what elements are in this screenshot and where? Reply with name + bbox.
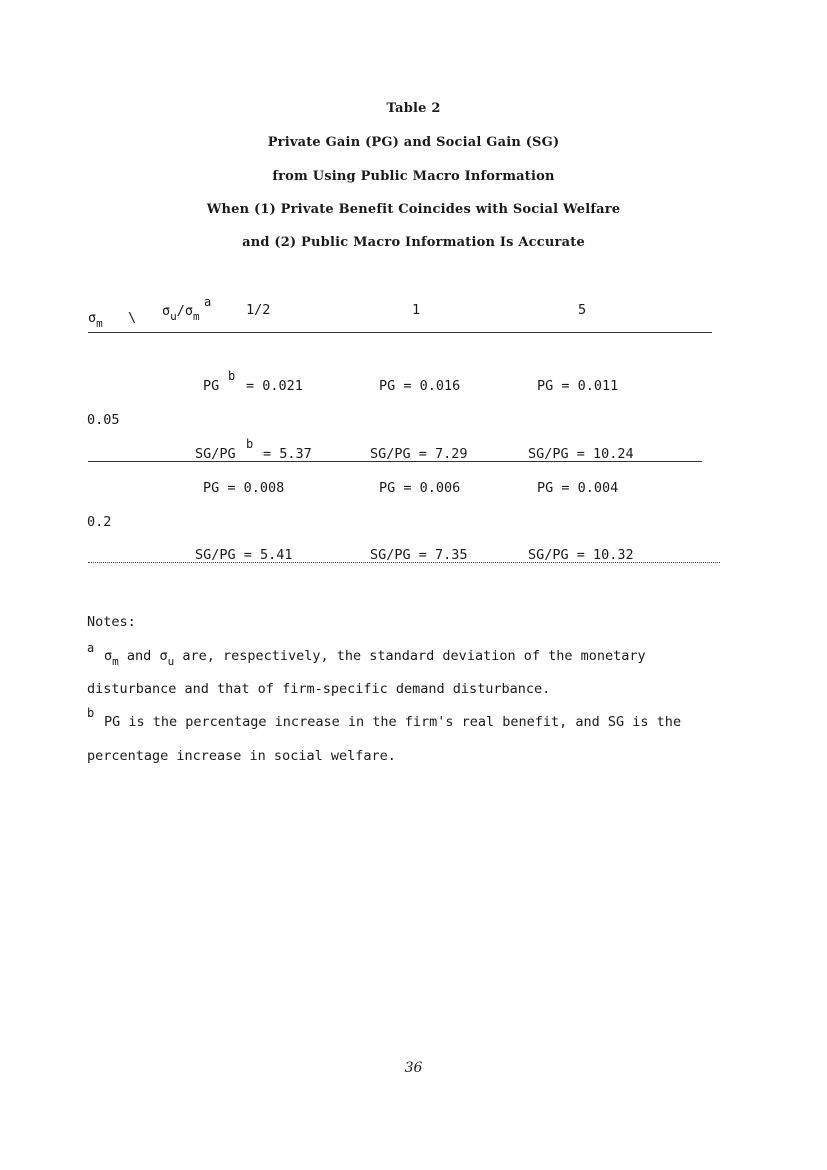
row1-rule xyxy=(88,461,702,462)
sigma-symbol: σ xyxy=(159,648,168,664)
row1-sg-col1-label: SG/PG xyxy=(195,446,236,462)
note-a-text: are, respectively, the standard deviation of the monetary xyxy=(182,648,646,664)
note-b-line-2: percentage increase in social welfare. xyxy=(87,748,396,764)
row2-sg-col1: SG/PG = 5.41 xyxy=(195,547,293,563)
sigma-symbol: σ xyxy=(88,310,97,326)
row1-sg-col1-value: = 5.37 xyxy=(263,446,312,462)
note-a-marker: a xyxy=(87,641,95,655)
row1-label: 0.05 xyxy=(87,412,120,428)
notes-heading: Notes: xyxy=(87,614,136,630)
column-header-one: 1 xyxy=(412,302,421,318)
table-number: Table 2 xyxy=(386,101,441,116)
row1-sg-col2: SG/PG = 7.29 xyxy=(370,446,468,462)
row1-pg-col2: PG = 0.016 xyxy=(379,378,461,394)
table-title-line-3: When (1) Private Benefit Coincides with Social Welfare xyxy=(206,202,621,217)
note-a-and: and xyxy=(126,648,152,664)
row1-sg-col3: SG/PG = 10.24 xyxy=(528,446,634,462)
sigma-symbol: σ xyxy=(104,648,113,664)
table-title-line-4: and (2) Public Macro Information Is Accurate xyxy=(242,235,585,250)
page-number: 36 xyxy=(404,1060,423,1076)
column-variable-subscript: u xyxy=(170,310,177,323)
column-variable-subscript-2: m xyxy=(193,310,200,323)
table-title-line-1: Private Gain (PG) and Social Gain (SG) xyxy=(267,135,560,150)
note-a-line-2: disturbance and that of firm-specific demand disturbance. xyxy=(87,681,551,697)
row-variable-label xyxy=(88,310,103,330)
note-a-subscript-2: u xyxy=(167,655,175,668)
note-a-line-1 xyxy=(104,648,646,668)
note-b-line-1: PG is the percentage increase in the firm's real benefit, and SG is the xyxy=(104,714,682,730)
footnote-marker-b: b xyxy=(246,437,254,451)
column-variable-slash: /σ xyxy=(176,303,194,319)
row2-pg-col3: PG = 0.004 xyxy=(537,480,619,496)
row2-sg-col2: SG/PG = 7.35 xyxy=(370,547,468,563)
column-header-half: 1/2 xyxy=(246,302,271,318)
footnote-marker-b: b xyxy=(228,369,236,383)
row2-pg-col2: PG = 0.006 xyxy=(379,480,461,496)
table-title-line-2: from Using Public Macro Information xyxy=(272,169,555,184)
note-b-marker: b xyxy=(87,706,95,720)
column-header-five: 5 xyxy=(578,302,587,318)
sigma-symbol: σ xyxy=(162,303,171,319)
footnote-marker-a: a xyxy=(204,295,212,309)
row2-sg-col3: SG/PG = 10.32 xyxy=(528,547,634,563)
column-variable-label xyxy=(162,303,200,323)
row-variable-subscript: m xyxy=(96,317,103,330)
row2-pg-col1: PG = 0.008 xyxy=(203,480,285,496)
row2-rule xyxy=(88,562,720,563)
header-rule xyxy=(88,332,712,333)
header-backslash: \ xyxy=(128,310,137,326)
note-a-subscript-1: m xyxy=(112,655,119,668)
row1-pg-col1-value: = 0.021 xyxy=(246,378,303,394)
row1-pg-col3: PG = 0.011 xyxy=(537,378,619,394)
row1-pg-col1-label: PG xyxy=(203,378,220,394)
row2-label: 0.2 xyxy=(87,514,112,530)
